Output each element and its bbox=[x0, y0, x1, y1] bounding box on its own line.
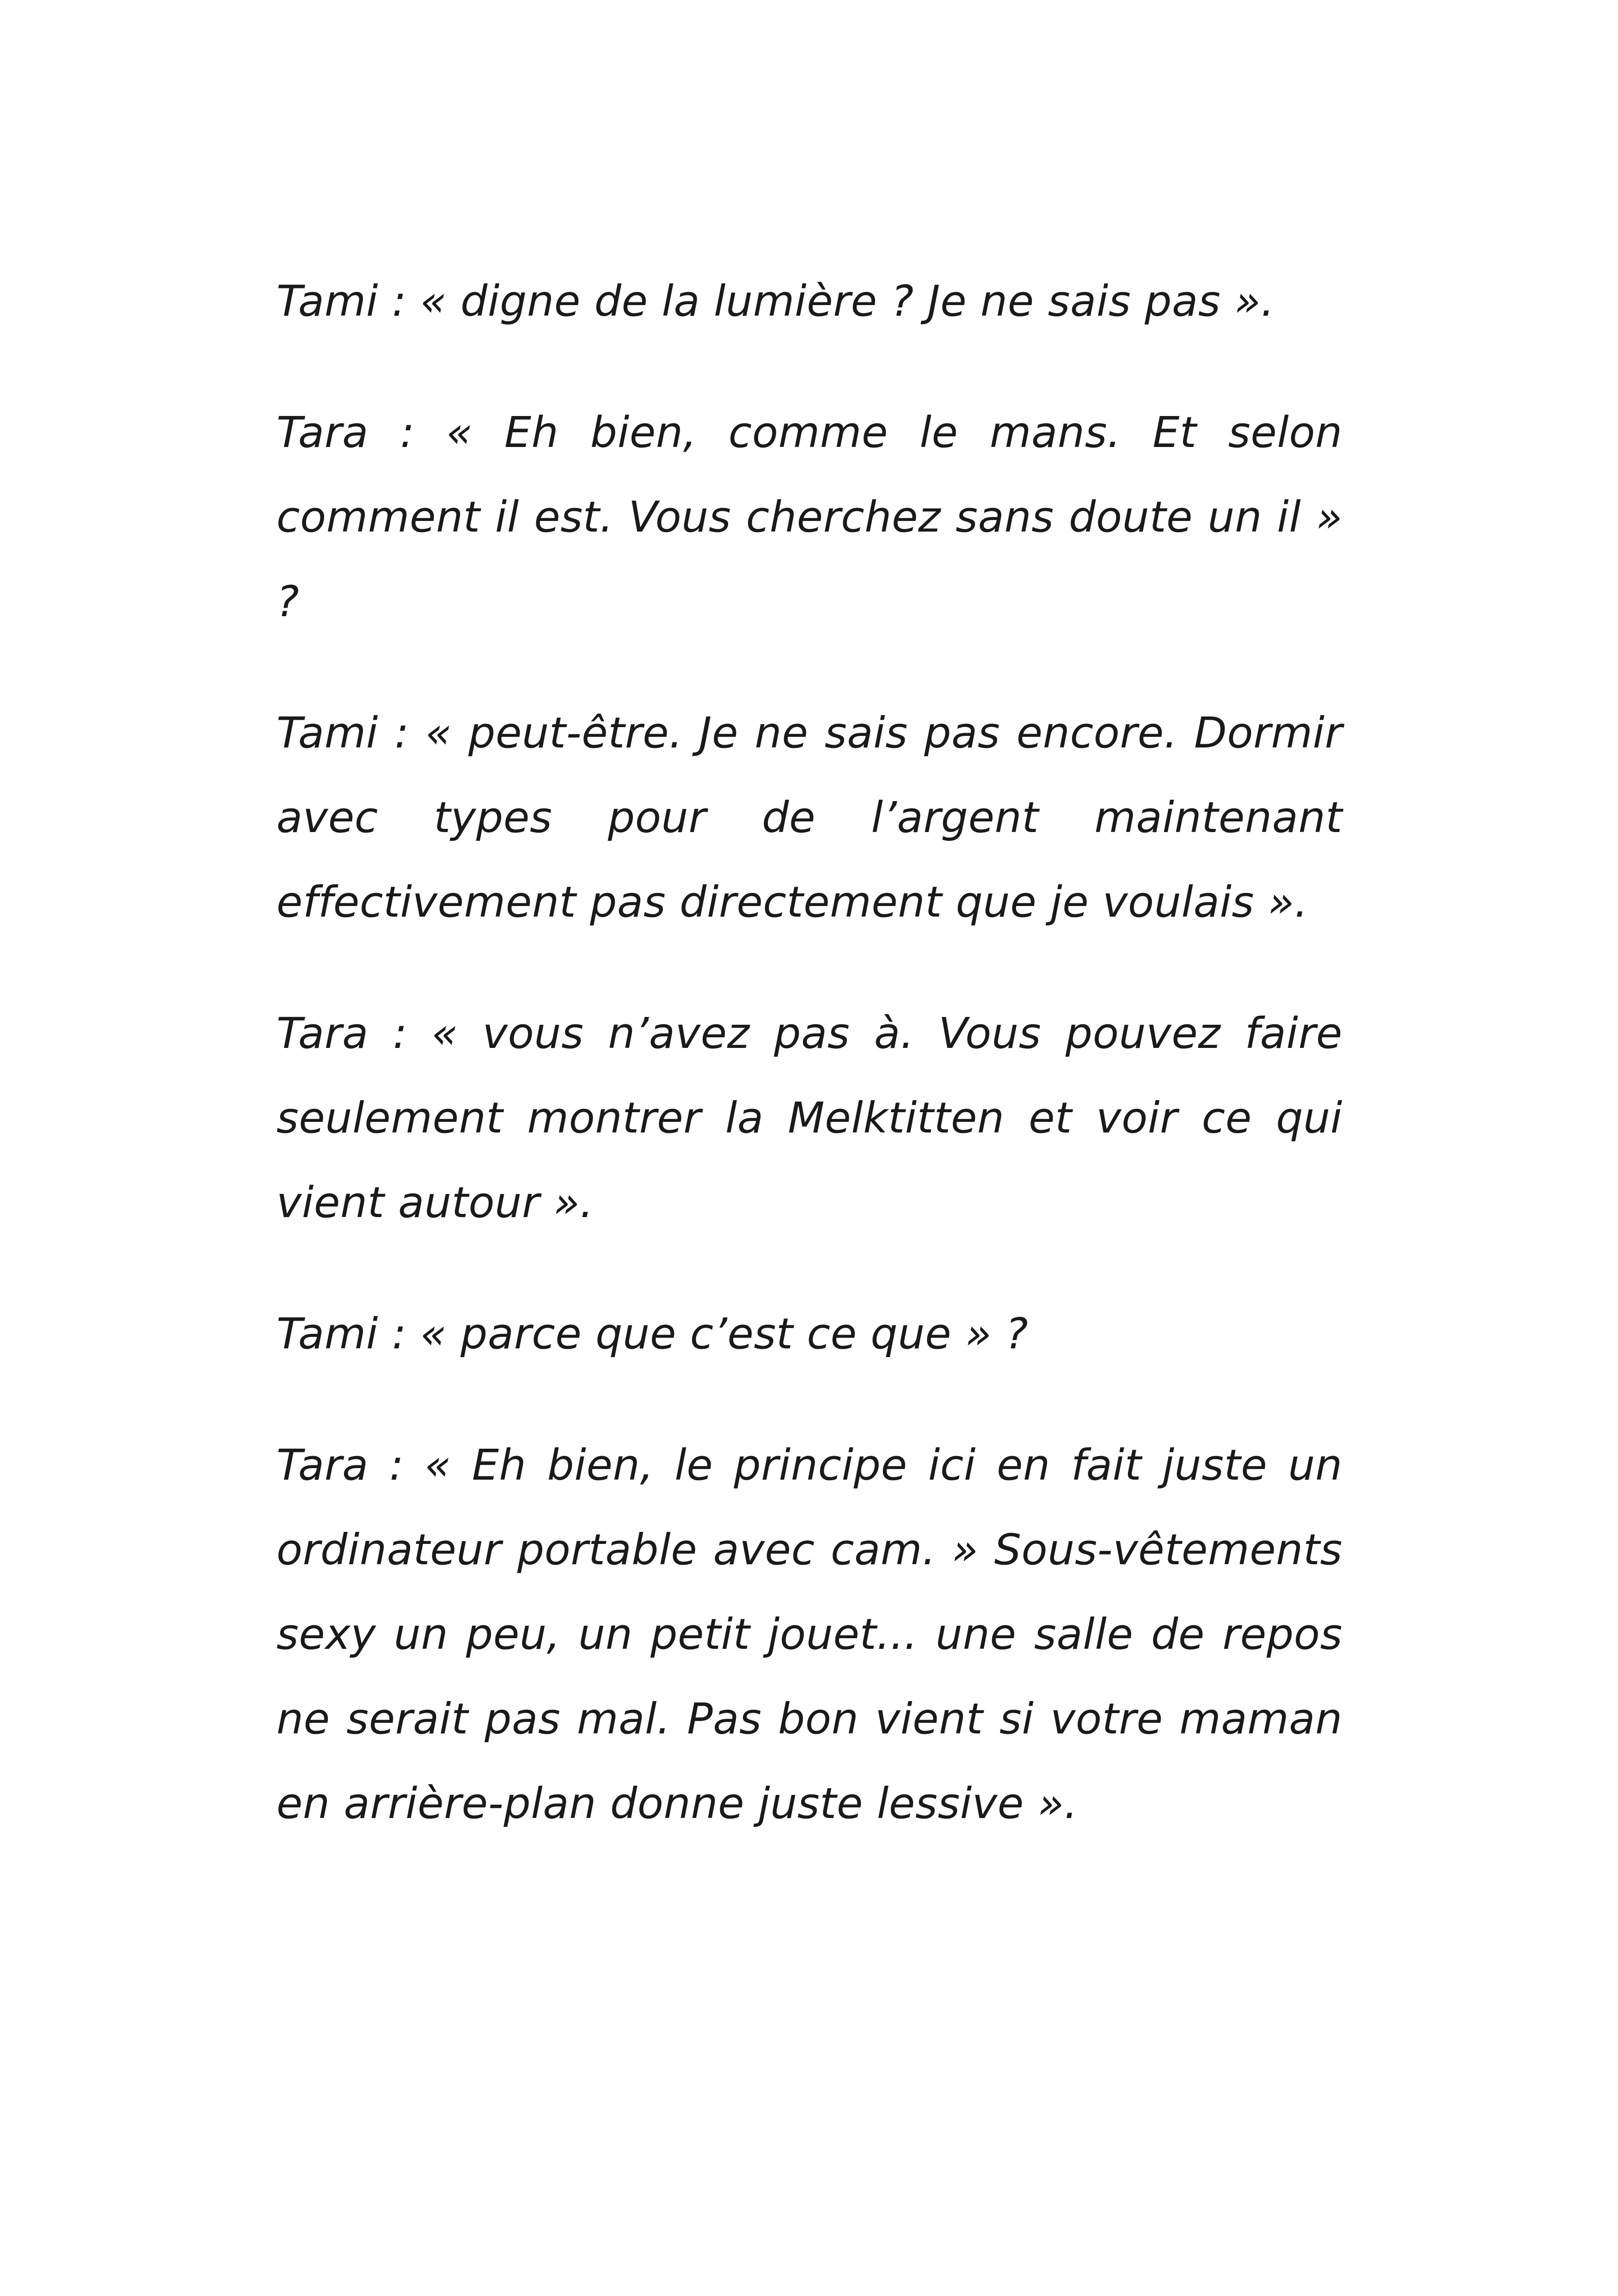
dialogue-paragraph: Tara : « Eh bien, le principe ici en fait juste un ordinateur portable avec cam. » Sous-vêtements sexy un peu, un petit jouet... une salle de repos ne serait pas mal. Pas bon vient si votre maman en arrière-plan donne juste lessive ». bbox=[276, 1440, 1342, 1828]
dialogue-paragraph: Tami : « peut-être. Je ne sais pas encore. Dormir avec types pour de l’argent maintenant effectivement pas directement que je voulais ». bbox=[276, 708, 1342, 927]
dialogue-paragraph: Tami : « digne de la lumière ? Je ne sais pas ». bbox=[276, 276, 1275, 326]
dialogue-paragraph: Tara : « Eh bien, comme le mans. Et selon comment il est. Vous cherchez sans doute un il » ? bbox=[276, 408, 1342, 626]
dialogue-paragraph: Tara : « vous n’avez pas à. Vous pouvez faire seulement montrer la Melktitten et voir ce qui vient autour ». bbox=[276, 1009, 1342, 1227]
dialogue-text-column bbox=[276, 259, 1342, 1846]
dialogue-paragraph: Tami : « parce que c’est ce que » ? bbox=[276, 1309, 1029, 1359]
